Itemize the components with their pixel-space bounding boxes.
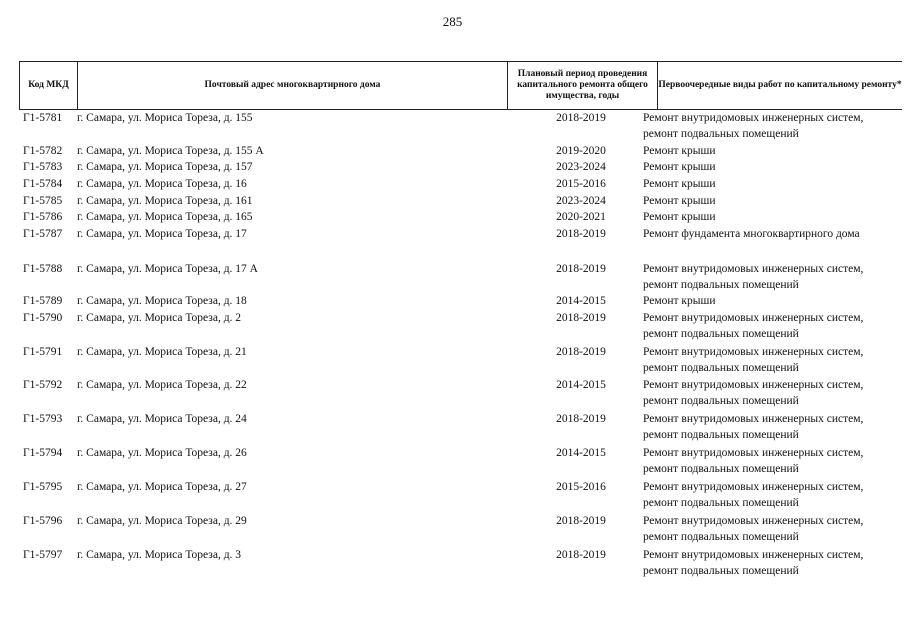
row-period: 2015-2016	[556, 481, 606, 493]
row-code: Г1-5786	[23, 211, 63, 223]
row-works-line: ремонт подвальных помещений	[643, 531, 799, 543]
row-works	[643, 310, 903, 342]
row-works	[643, 143, 903, 159]
row-period: 2014-2015	[556, 447, 606, 459]
row-address: г. Самара, ул. Мориса Тореза, д. 24	[77, 413, 247, 425]
row-works-line: ремонт подвальных помещений	[643, 497, 799, 509]
row-works	[643, 226, 903, 242]
row-code: Г1-5792	[23, 379, 63, 391]
row-period: 2014-2015	[556, 379, 606, 391]
row-code: Г1-5781	[23, 112, 63, 124]
row-code: Г1-5789	[23, 295, 63, 307]
row-period: 2018-2019	[556, 515, 606, 527]
row-address: г. Самара, ул. Мориса Тореза, д. 21	[77, 346, 247, 358]
row-works-line: Ремонт внутридомовых инженерных систем,	[643, 515, 864, 527]
row-period: 2018-2019	[556, 312, 606, 324]
row-works	[643, 479, 903, 511]
row-works	[643, 110, 903, 142]
row-code: Г1-5785	[23, 195, 63, 207]
row-code: Г1-5796	[23, 515, 63, 527]
row-works-line: Ремонт внутридомовых инженерных систем,	[643, 346, 864, 358]
row-works	[643, 547, 903, 579]
row-period: 2023-2024	[556, 161, 606, 173]
row-address: г. Самара, ул. Мориса Тореза, д. 165	[77, 211, 253, 223]
row-period: 2018-2019	[556, 549, 606, 561]
row-address: г. Самара, ул. Мориса Тореза, д. 16	[77, 178, 247, 190]
row-period: 2018-2019	[556, 112, 606, 124]
row-works-line: ремонт подвальных помещений	[643, 463, 799, 475]
row-works-line: ремонт подвальных помещений	[643, 128, 799, 140]
row-works-line: Ремонт крыши	[643, 195, 716, 207]
row-works-line: Ремонт внутридомовых инженерных систем,	[643, 312, 864, 324]
row-works-line: Ремонт крыши	[643, 295, 716, 307]
row-works-line: Ремонт крыши	[643, 161, 716, 173]
header-code: Код МКД	[28, 80, 69, 90]
row-code: Г1-5790	[23, 312, 63, 324]
row-address: г. Самара, ул. Мориса Тореза, д. 22	[77, 379, 247, 391]
row-code: Г1-5783	[23, 161, 63, 173]
row-code: Г1-5784	[23, 178, 63, 190]
header-period: Плановый период проведения капитального ремонта общего имущества, годы	[507, 62, 657, 109]
row-code: Г1-5782	[23, 145, 63, 157]
row-period: 2019-2020	[556, 145, 606, 157]
row-code: Г1-5788	[23, 263, 63, 275]
row-works	[643, 193, 903, 209]
row-period: 2018-2019	[556, 228, 606, 240]
row-address: г. Самара, ул. Мориса Тореза, д. 157	[77, 161, 253, 173]
row-works-line: Ремонт крыши	[643, 211, 716, 223]
row-address: г. Самара, ул. Мориса Тореза, д. 29	[77, 515, 247, 527]
row-works-line: Ремонт внутридомовых инженерных систем,	[643, 263, 864, 275]
row-works-line: Ремонт внутридомовых инженерных систем,	[643, 379, 864, 391]
row-works-line: Ремонт внутридомовых инженерных систем,	[643, 549, 864, 561]
row-works	[643, 411, 903, 443]
row-period: 2018-2019	[556, 346, 606, 358]
row-works-line: ремонт подвальных помещений	[643, 395, 799, 407]
row-works	[643, 293, 903, 309]
row-works	[643, 344, 903, 376]
row-code: Г1-5795	[23, 481, 63, 493]
row-works	[643, 209, 903, 225]
row-address: г. Самара, ул. Мориса Тореза, д. 3	[77, 549, 242, 561]
row-works-line: ремонт подвальных помещений	[643, 328, 799, 340]
row-works	[643, 377, 903, 409]
page-number: 285	[442, 14, 463, 29]
row-works-line: Ремонт крыши	[643, 178, 716, 190]
row-works-line: Ремонт внутридомовых инженерных систем,	[643, 413, 864, 425]
row-works	[643, 159, 903, 175]
row-code: Г1-5793	[23, 413, 63, 425]
table-header	[19, 61, 902, 110]
row-address: г. Самара, ул. Мориса Тореза, д. 155	[77, 112, 253, 124]
header-address: Почтовый адрес многоквартирного дома	[77, 62, 507, 109]
row-period: 2015-2016	[556, 178, 606, 190]
row-period: 2018-2019	[556, 263, 606, 275]
row-address: г. Самара, ул. Мориса Тореза, д. 27	[77, 481, 247, 493]
row-code: Г1-5787	[23, 228, 63, 240]
row-works-line: Ремонт внутридомовых инженерных систем,	[643, 481, 864, 493]
row-period: 2014-2015	[556, 295, 606, 307]
row-period: 2023-2024	[556, 195, 606, 207]
row-code: Г1-5791	[23, 346, 63, 358]
row-works-line: ремонт подвальных помещений	[643, 565, 799, 577]
row-address: г. Самара, ул. Мориса Тореза, д. 17 А	[77, 263, 258, 275]
row-works-line: ремонт подвальных помещений	[643, 429, 799, 441]
row-address: г. Самара, ул. Мориса Тореза, д. 161	[77, 195, 253, 207]
row-works-line: Ремонт крыши	[643, 145, 716, 157]
row-address: г. Самара, ул. Мориса Тореза, д. 18	[77, 295, 247, 307]
header-works: Первоочередные виды работ по капитальному ремонту*	[657, 62, 902, 109]
row-period: 2020-2021	[556, 211, 606, 223]
row-address: г. Самара, ул. Мориса Тореза, д. 17	[77, 228, 247, 240]
row-address: г. Самара, ул. Мориса Тореза, д. 155 А	[77, 145, 264, 157]
row-address: г. Самара, ул. Мориса Тореза, д. 2	[77, 312, 242, 324]
row-works	[643, 513, 903, 545]
row-works	[643, 445, 903, 477]
row-works	[643, 261, 903, 293]
row-code: Г1-5797	[23, 549, 63, 561]
row-works-line: ремонт подвальных помещений	[643, 362, 799, 374]
row-works-line: Ремонт внутридомовых инженерных систем,	[643, 112, 864, 124]
row-works-line: Ремонт фундамента многоквартирного дома	[643, 228, 860, 240]
row-code: Г1-5794	[23, 447, 63, 459]
row-works-line: ремонт подвальных помещений	[643, 279, 799, 291]
row-works-line: Ремонт внутридомовых инженерных систем,	[643, 447, 864, 459]
row-period: 2018-2019	[556, 413, 606, 425]
row-address: г. Самара, ул. Мориса Тореза, д. 26	[77, 447, 247, 459]
row-works	[643, 176, 903, 192]
